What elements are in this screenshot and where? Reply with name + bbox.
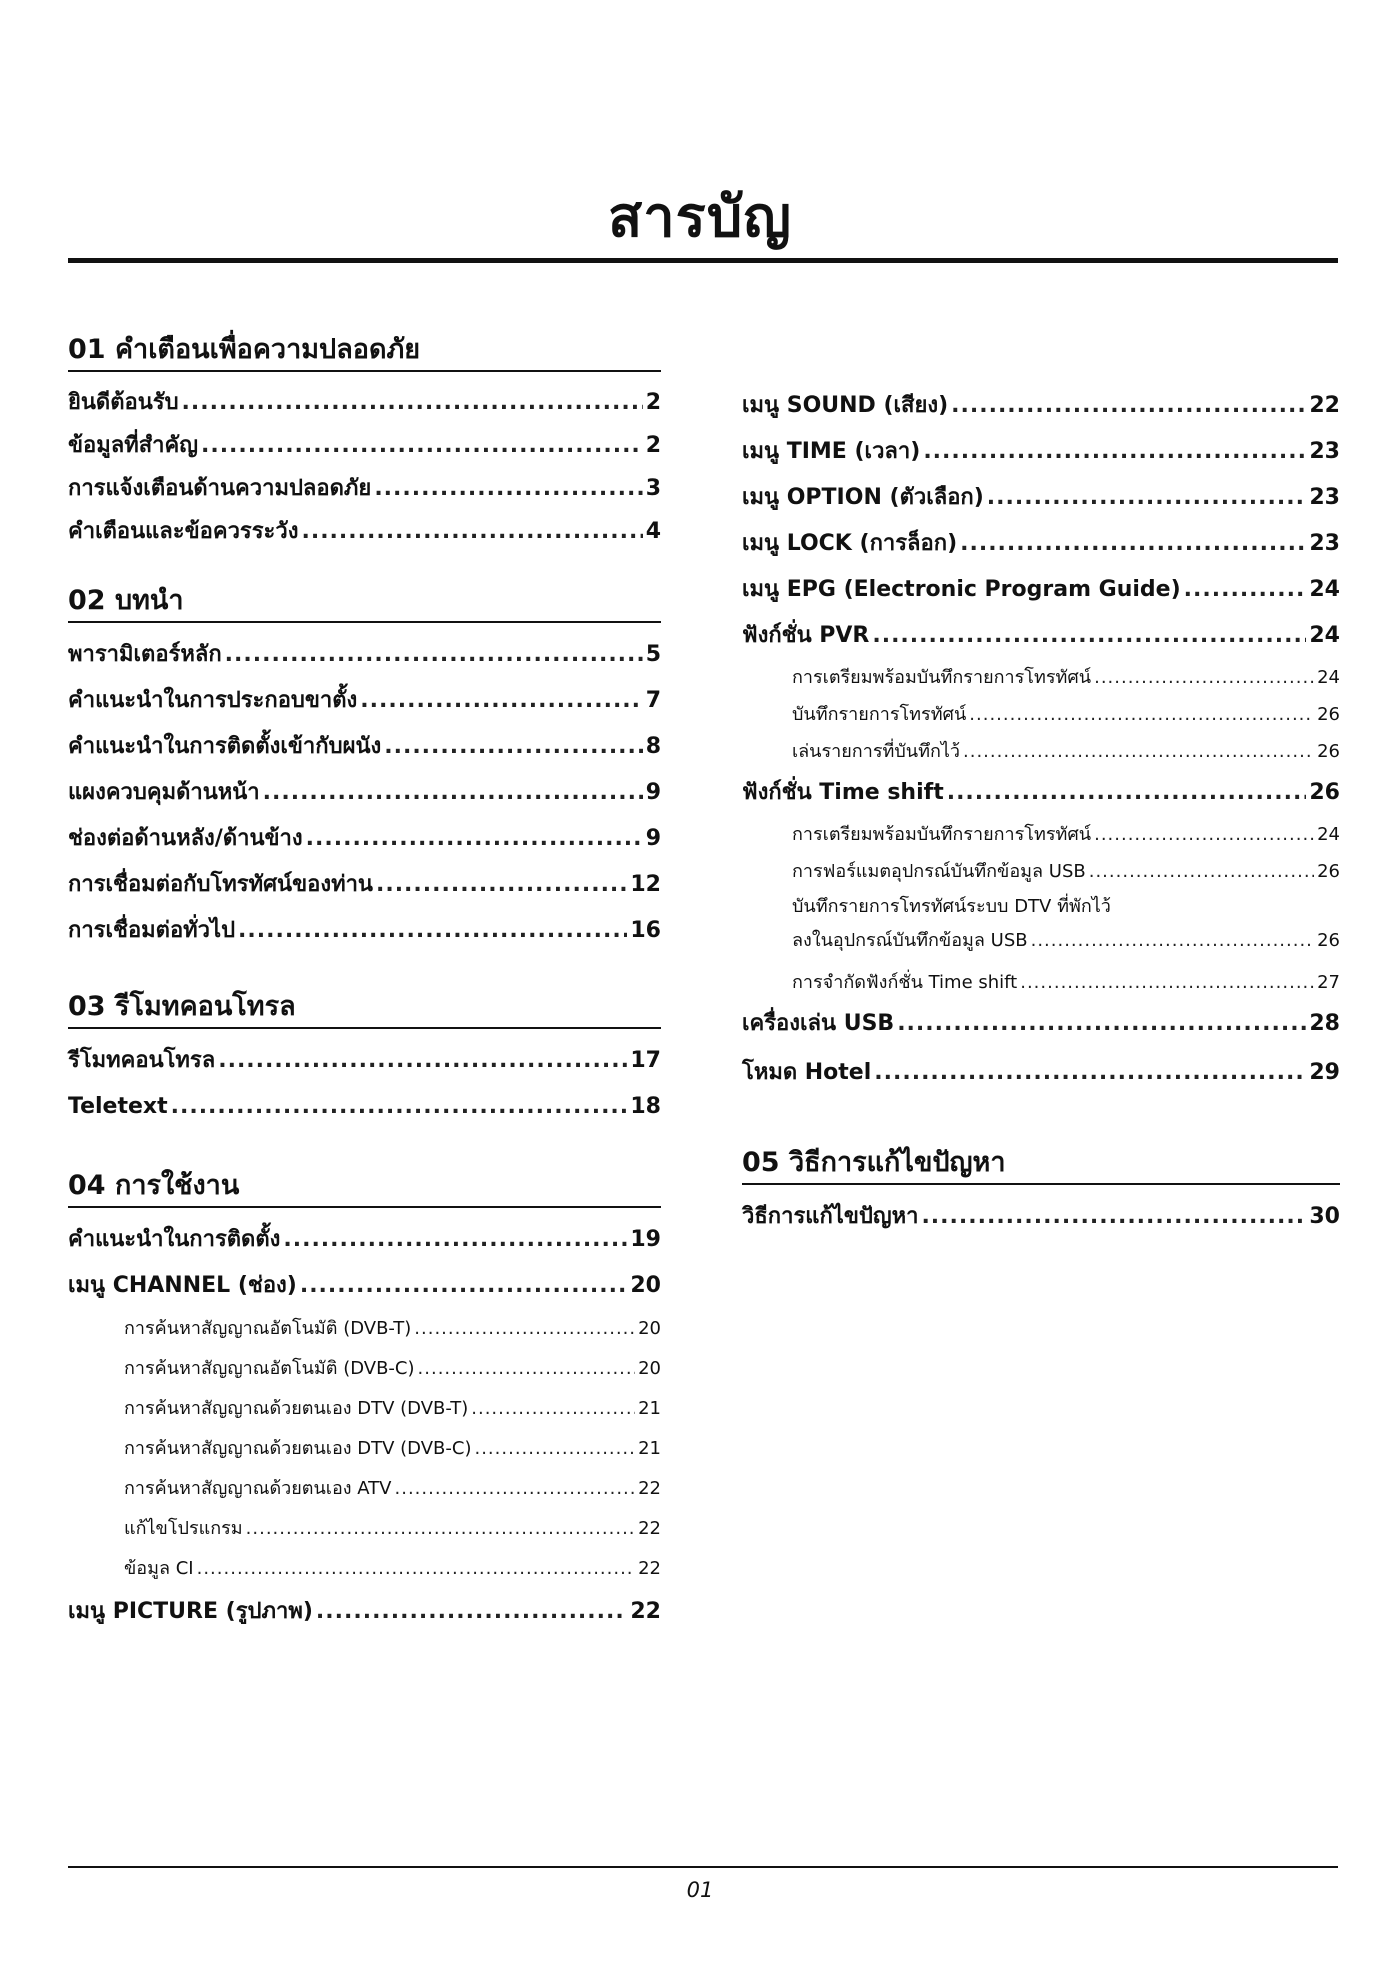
toc-entry[interactable]: เมนู CHANNEL (ช่อง) ..... 20 (68, 1263, 661, 1309)
toc-entry[interactable]: วิธีการแก้ไขปัญหา ..... 30 (742, 1194, 1340, 1240)
section-title-03: 03 รีโมทคอนโทรล (68, 991, 296, 1022)
toc-sub-entry-line2: ลงในอุปกรณ์บันทึกข้อมูล USB ..... 26 (792, 924, 1340, 958)
toc-entry-pvr[interactable]: ฟังก์ชั่น PVR ..... 24 (742, 613, 1340, 659)
toc-entry[interactable]: คำแนะนำในการติดตั้งเข้ากับผนัง ..... 8 (68, 724, 661, 770)
toc-entry[interactable]: Teletext ..... 18 (68, 1084, 661, 1130)
toc-sub-entry[interactable]: การค้นหาสัญญาณด้วยตนเอง DTV (DVB-T) ..... 21 (68, 1389, 661, 1429)
section-rule (68, 1206, 661, 1208)
toc-entry[interactable]: ยินดีต้อนรับ ..... 2 (68, 381, 661, 424)
toc-right-column (742, 383, 1340, 1240)
toc-sub-entry[interactable]: แก้ไขโปรแกรม ..... 22 (68, 1509, 661, 1549)
toc-sub-entry[interactable]: การค้นหาสัญญาณอัตโนมัติ (DVB-T) ..... 20 (68, 1309, 661, 1349)
section-rule (68, 370, 661, 372)
toc-entry[interactable]: เมนู OPTION (ตัวเลือก) ..... 23 (742, 475, 1340, 521)
toc-sub-entry[interactable]: การเตรียมพร้อมบันทึกรายการโทรทัศน์ ..... 24 (742, 816, 1340, 853)
toc-sub-entry[interactable]: การค้นหาสัญญาณอัตโนมัติ (DVB-C) ..... 20 (68, 1349, 661, 1389)
toc-sub-entry[interactable]: การจำกัดฟังก์ชั่น Time shift ..... 27 (742, 964, 1340, 1001)
toc-sub-entry-multiline[interactable] (742, 890, 1340, 958)
section-title-04: 04 การใช้งาน (68, 1170, 240, 1201)
section-rule (68, 621, 661, 623)
section-rule (742, 1183, 1340, 1185)
section-title-05: 05 วิธีการแก้ไขปัญหา (742, 1147, 1006, 1178)
toc-entry-timeshift[interactable]: ฟังก์ชั่น Time shift ..... 26 (742, 770, 1340, 816)
toc-entry[interactable]: เมนู SOUND (เสียง) ..... 22 (742, 383, 1340, 429)
section-title-02: 02 บทนำ (68, 585, 184, 616)
toc-sub-entry[interactable]: การค้นหาสัญญาณด้วยตนเอง ATV ..... 22 (68, 1469, 661, 1509)
toc-sub-entry[interactable]: บันทึกรายการโทรทัศน์ ..... 26 (742, 696, 1340, 733)
toc-entry[interactable]: เมนู PICTURE (รูปภาพ) ..... 22 (68, 1589, 661, 1635)
toc-entry[interactable]: การแจ้งเตือนด้านความปลอดภัย ..... 3 (68, 467, 661, 510)
toc-entry[interactable]: รีโมทคอนโทรล ..... 17 (68, 1038, 661, 1084)
toc-entry[interactable]: แผงควบคุมด้านหน้า ..... 9 (68, 770, 661, 816)
toc-entry[interactable]: ช่องต่อด้านหลัง/ด้านข้าง ..... 9 (68, 816, 661, 862)
toc-entry[interactable]: คำเตือนและข้อควรระวัง ..... 4 (68, 510, 661, 553)
toc-entry[interactable]: การเชื่อมต่อกับโทรทัศน์ของท่าน ..... 12 (68, 862, 661, 908)
page-title: สารบัญ (608, 185, 792, 250)
toc-sub-entry[interactable]: การค้นหาสัญญาณด้วยตนเอง DTV (DVB-C) ..... 21 (68, 1429, 661, 1469)
page-number: 01 (686, 1878, 714, 1902)
title-rule (68, 258, 1338, 263)
toc-entry[interactable]: เมนู LOCK (การล็อก) ..... 23 (742, 521, 1340, 567)
toc-left-column (68, 330, 661, 1635)
toc-entry[interactable]: คำแนะนำในการประกอบขาตั้ง ..... 7 (68, 678, 661, 724)
toc-entry[interactable]: การเชื่อมต่อทั่วไป ..... 16 (68, 908, 661, 954)
toc-entry[interactable]: พารามิเตอร์หลัก ..... 5 (68, 632, 661, 678)
toc-entry-usb-player[interactable]: เครื่องเล่น USB ..... 28 (742, 1001, 1340, 1047)
toc-sub-entry-line1: บันทึกรายการโทรทัศน์ระบบ DTV ที่พักไว้ (792, 896, 1111, 917)
toc-sub-entry[interactable]: เล่นรายการที่บันทึกไว้ ..... 26 (742, 733, 1340, 770)
toc-entry-hotel[interactable]: โหมด Hotel ..... 29 (742, 1047, 1340, 1099)
footer-rule (68, 1866, 1338, 1868)
toc-sub-entry[interactable]: การฟอร์แมตอุปกรณ์บันทึกข้อมูล USB ..... 26 (742, 853, 1340, 890)
toc-entry[interactable]: เมนู TIME (เวลา) ..... 23 (742, 429, 1340, 475)
section-rule (68, 1027, 661, 1029)
section-title-01: 01 คำเตือนเพื่อความปลอดภัย (68, 334, 421, 365)
toc-entry[interactable]: ข้อมูลที่สำคัญ ..... 2 (68, 424, 661, 467)
toc-entry[interactable]: คำแนะนำในการติดตั้ง ..... 19 (68, 1217, 661, 1263)
toc-entry[interactable]: เมนู EPG (Electronic Program Guide) ..... 24 (742, 567, 1340, 613)
toc-sub-entry[interactable]: การเตรียมพร้อมบันทึกรายการโทรทัศน์ ..... 24 (742, 659, 1340, 696)
toc-sub-entry[interactable]: ข้อมูล CI ..... 22 (68, 1549, 661, 1589)
